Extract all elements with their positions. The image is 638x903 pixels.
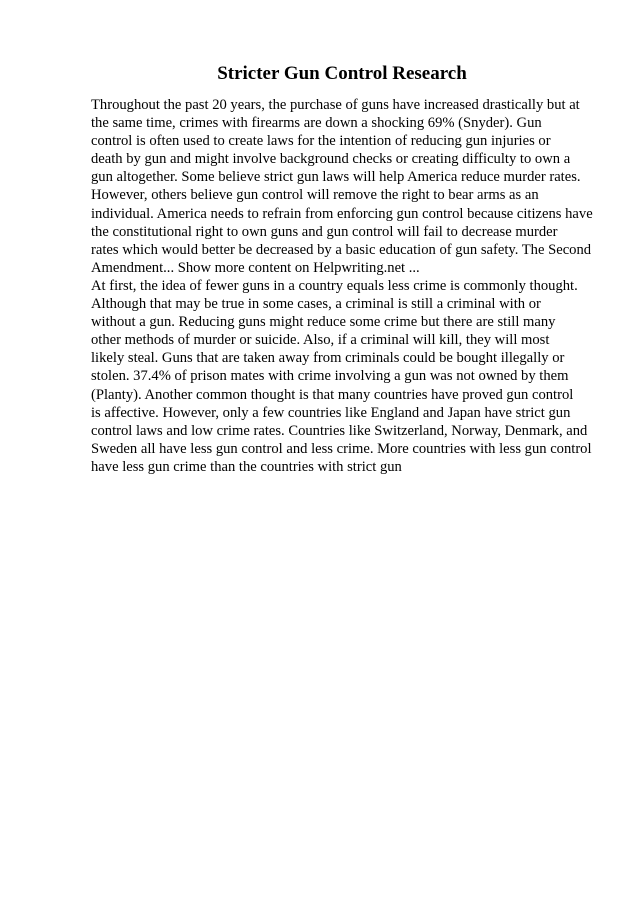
text-line: gun altogether. Some believe strict gun laws will help America reduce murder rates.	[91, 169, 581, 186]
document-body	[91, 96, 611, 476]
text-line: control is often used to create laws for the intention of reducing gun injuries or	[91, 133, 551, 150]
text-line: have less gun crime than the countries with strict gun	[91, 458, 402, 475]
text-line: individual. America needs to refrain from enforcing gun control because citizens have	[91, 205, 593, 222]
text-line: rates which would better be decreased by a basic education of gun safety. The Second	[91, 241, 592, 258]
document-title: Stricter Gun Control Research	[217, 63, 467, 84]
text-line: likely steal. Guns that are taken away from criminals could be bought illegally or	[91, 350, 565, 367]
text-line: However, others believe gun control will remove the right to bear arms as an	[91, 187, 539, 204]
text-line: stolen. 37.4% of prison mates with crime involving a gun was not owned by them	[91, 368, 569, 385]
text-line: death by gun and might involve background checks or creating difficulty to own a	[91, 151, 571, 168]
text-line: other methods of murder or suicide. Also, if a criminal will kill, they will most	[91, 332, 550, 349]
text-line: At first, the idea of fewer guns in a country equals less crime is commonly thought.	[91, 277, 578, 294]
text-line: without a gun. Reducing guns might reduce some crime but there are still many	[91, 314, 556, 331]
text-line: is affective. However, only a few countries like England and Japan have strict gun	[91, 404, 571, 421]
text-line: the same time, crimes with firearms are down a shocking 69% (Snyder). Gun	[91, 115, 542, 132]
text-line: (Planty). Another common thought is that many countries have proved gun control	[91, 386, 574, 403]
text-line: Amendment... Show more content on Helpwriting.net ...	[91, 259, 420, 276]
text-line: control laws and low crime rates. Countries like Switzerland, Norway, Denmark, and	[91, 422, 588, 439]
text-line: Throughout the past 20 years, the purchase of guns have increased drastically but at	[91, 97, 580, 113]
text-line: Although that may be true in some cases, a criminal is still a criminal with or	[91, 296, 541, 313]
text-line: Sweden all have less gun control and less crime. More countries with less gun control	[91, 440, 592, 457]
text-line: the constitutional right to own guns and gun control will fail to decrease murder	[91, 223, 558, 240]
